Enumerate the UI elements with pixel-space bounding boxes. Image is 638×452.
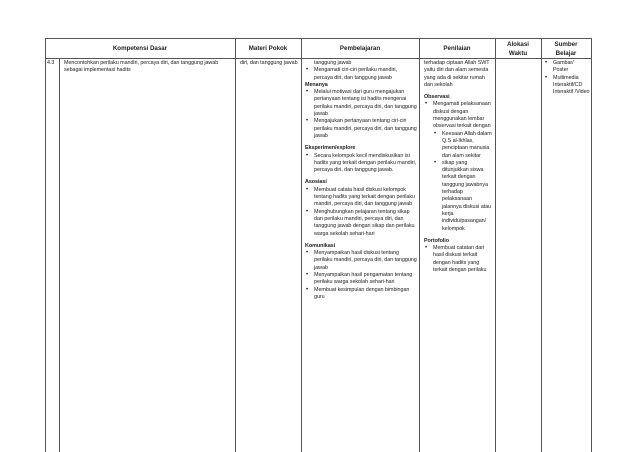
penilaian-top-text: terhadap ciptaan Allah SWT yaitu diri dan alam semesta yang ada di sekitar rumah dan sekolah: [424, 60, 490, 88]
section-title-asosiasi: Asosiasi: [305, 179, 327, 186]
list-item: • Secara kelompok kecil mendiskusikan isi hadits yang terkait dengan perilaku mandiri, percaya diri, dan tanggung jawab.: [305, 153, 417, 175]
header-sumber-belajar: Sumber Belajar: [554, 41, 578, 57]
pembelajaran-cell: [305, 60, 417, 301]
section-title-menanya: Menanya: [305, 81, 328, 88]
section-title-portofolio: Portofolio: [424, 237, 449, 244]
observasi-item-text: Mengamati pelaksanaan diskusi dengan menggunakan lembar observasi terkait dengan: [433, 101, 491, 130]
asosiasi-list: [305, 187, 417, 238]
list-item: • Membuat catatan dari hasil diskusi terkait dengan hadits yang terkait dengan perilaku: [424, 245, 492, 274]
kd-number: 4.3: [47, 60, 55, 66]
section-title-observasi: Observasi: [424, 94, 450, 101]
pembelajaran-intro-continuation: tanggung jawab: [314, 60, 352, 66]
list-item: [424, 101, 492, 232]
list-item: • Mengajukan pertanyaan tentang ciri-ciri perilaku mandiri, percaya diri, dan tanggung jawab: [305, 118, 417, 140]
pembelajaran-intro-list: [305, 67, 417, 82]
komunikasi-list: [305, 250, 417, 301]
grid-line: [419, 38, 420, 452]
menanya-list: [305, 89, 417, 140]
list-item: • sikap yang ditunjukkan siswa terkait dengan tanggung jawabnya terhadap pelaksanaan jalannya diskusi atau kerja individu/pasangan/ kelompok: [433, 160, 492, 233]
penilaian-cell: [424, 60, 492, 274]
eksperimen-list: [305, 153, 417, 175]
header-kompetensi-dasar: Kompetensi Dasar: [112, 45, 168, 52]
header-penilaian: Penilaian: [443, 45, 471, 52]
grid-line: [59, 58, 60, 452]
grid-line: [45, 38, 592, 39]
grid-line: [45, 38, 46, 452]
list-item: • Membuat kesimpulan dengan bimbingan guru: [305, 287, 417, 302]
sumber-list: [544, 60, 590, 96]
grid-line: [591, 38, 592, 452]
grid-line: [45, 58, 592, 59]
grid-line: [235, 38, 236, 452]
grid-line: [495, 38, 496, 452]
kd-text: Mencontohkan perilaku mandiri, percaya diri, dan tanggung jawab sebagai implementasi hadits: [64, 60, 219, 74]
header-alokasi-waktu: Alokasi Waktu: [506, 41, 529, 57]
materi-pokok-text: diri, dan tanggung jawab: [240, 60, 298, 66]
list-item: • Membuat catata hasil diskusi kelompok tentang hadits yang terkait dengan perilaku mandiri, percaya diri, dan tanggung jawab: [305, 187, 417, 209]
header-pembelajaran: Pembelajaran: [339, 45, 381, 52]
list-item: • Keesaan Allah dalam Q.S al-Ikhlas, penciptaan manusia dan alam sekitar: [433, 131, 492, 160]
list-item: • Menghubungkan pelajaran tentang sikap dan perilaku mandiri, percaya diri, dan tanggung jawab dengan sikap dan perilaku warga sekolah sehari-hari: [305, 209, 417, 238]
observasi-sublist: [433, 131, 492, 233]
sumber-belajar-cell: [544, 60, 590, 96]
list-item: • Menyampaikan hasil diskusi tentang perilaku mandiri, percaya diri, dan tanggung jawab: [305, 250, 417, 272]
list-item: • Melalui motivasi dari guru mengajukan pertanyaan tentang isi hadits mengenai perilaku mandiri, percaya diri, dan tanggung jawab: [305, 89, 417, 118]
grid-line: [301, 38, 302, 452]
lesson-plan-table: [45, 38, 592, 452]
list-item: • Multimedia Interaktif/CD Interaktif /Video: [544, 75, 590, 97]
portofolio-list: [424, 245, 492, 274]
list-item: • Gambar/ Poster: [544, 60, 590, 75]
list-item: • Mengamati ciri-ciri perilaku mandiri, percaya diri, dan tanggung jawab: [305, 67, 417, 82]
section-title-eksperimen: Eksperimen/explore: [305, 145, 356, 152]
observasi-list: [424, 101, 492, 232]
header-materi-pokok: Materi Pokok: [248, 45, 288, 52]
section-title-komunikasi: Komunikasi: [305, 242, 336, 249]
list-item: • Menyampaikan hasil pengamatan tentang perilaku warga sekolah sehari-hari: [305, 272, 417, 287]
grid-line: [541, 38, 542, 452]
